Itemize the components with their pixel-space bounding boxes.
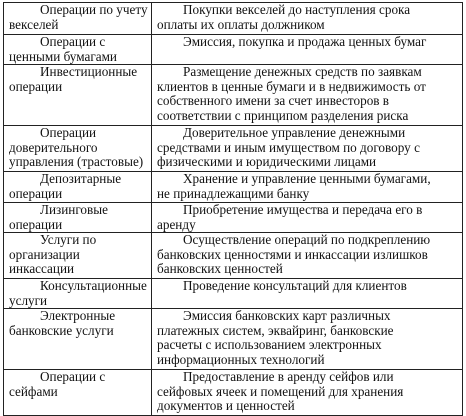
- operation-name-cell: [4, 3, 152, 35]
- table-row: [4, 309, 463, 370]
- operation-description: Предоставление в аренду сейфов или сейфовых ячеек и помещений для хранения документов и ценностей: [157, 369, 404, 413]
- operation-name: Инвестиционные операции: [9, 64, 138, 94]
- table-row: [4, 203, 463, 233]
- operation-description-cell: [152, 65, 463, 126]
- operation-description-cell: [152, 233, 463, 279]
- operation-description: Проведение консультаций для клиентов: [183, 278, 407, 293]
- table-row: [4, 370, 463, 416]
- operation-name: Услуги по организации инкассации: [9, 232, 97, 276]
- operation-description-cell: [152, 279, 463, 309]
- operation-name-cell: [4, 370, 152, 416]
- bank-operations-table: [3, 2, 463, 416]
- operation-description: Осуществление операций по подкреплению банковских ценностями и инкассации излишков банковских ценностей: [157, 232, 431, 276]
- operation-name-cell: [4, 233, 152, 279]
- operation-description: Приобретение имущества и передача его в аренду: [157, 202, 423, 232]
- operation-description-cell: [152, 309, 463, 370]
- operation-description-cell: [152, 203, 463, 233]
- table-row: [4, 35, 463, 65]
- operation-description-cell: [152, 370, 463, 416]
- table-row: [4, 3, 463, 35]
- operation-name-cell: [4, 35, 152, 65]
- operation-name: Операции с сейфами: [9, 369, 106, 399]
- operation-name-cell: [4, 279, 152, 309]
- operation-name-cell: [4, 126, 152, 172]
- table-row: [4, 233, 463, 279]
- operation-description: Эмиссия банковских карт различных платежных систем, эквайринг, банковские расчеты с использованием электронных информационных технологий: [157, 308, 394, 367]
- operation-description-cell: [152, 172, 463, 203]
- operation-name: Депозитарные операции: [9, 171, 122, 201]
- operation-name-cell: [4, 172, 152, 203]
- operation-name: Операции доверительного управления (трастовые): [9, 125, 144, 169]
- operation-name: Электронные банковские услуги: [9, 308, 116, 338]
- operation-description-cell: [152, 3, 463, 35]
- operation-name-cell: [4, 309, 152, 370]
- operation-description-cell: [152, 35, 463, 65]
- table-row: [4, 65, 463, 126]
- table-row: [4, 172, 463, 203]
- operation-description: Эмиссия, покупка и продажа ценных бумаг: [183, 34, 427, 49]
- operation-name-cell: [4, 203, 152, 233]
- operation-name: Операции по учету векселей: [9, 2, 148, 32]
- operation-name: Консультационные услуги: [9, 278, 147, 308]
- table-row: [4, 126, 463, 172]
- operation-description: Покупки векселей до наступления срока оплаты их оплаты должником: [157, 2, 411, 32]
- operation-description-cell: [152, 126, 463, 172]
- operation-name: Операции с ценными бумагами: [9, 34, 117, 64]
- operation-description: Хранение и управление ценными бумагами, не принадлежащими банку: [157, 171, 431, 201]
- table-row: [4, 279, 463, 309]
- operation-description: Размещение денежных средств по заявкам клиентов в ценные бумаги и в недвижимость от собственного имени за счет инвесторов в соответствии с принципом разделения риска: [157, 64, 426, 123]
- operation-description: Доверительное управление денежными средствами и иным имуществом по договору с физическими и юридическими лицами: [157, 125, 420, 169]
- operation-name: Лизинговые операции: [9, 202, 108, 232]
- operation-name-cell: [4, 65, 152, 126]
